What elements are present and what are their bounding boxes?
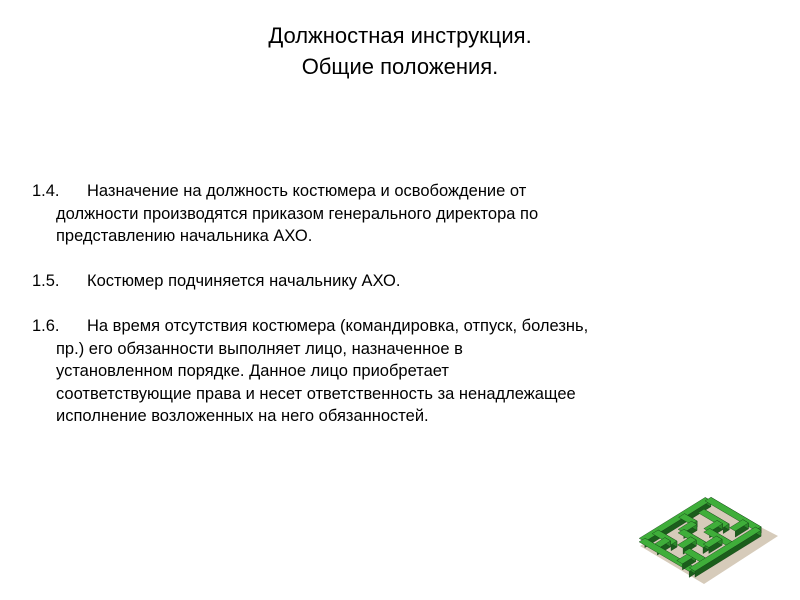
item-text-line: исполнение возложенных на него обязанностей.: [56, 407, 429, 425]
title-line-1: Должностная инструкция.: [268, 23, 532, 48]
item-text-line: пр.) его обязанности выполняет лицо, назначенное в: [56, 339, 463, 358]
item-text-line: соответствующие права и несет ответственность за ненадлежащее: [56, 384, 576, 403]
list-item: [32, 315, 732, 428]
list-item: [32, 270, 732, 293]
hedge-maze-icon: [630, 496, 782, 588]
item-number: 1.6.: [32, 317, 60, 335]
item-number: 1.4.: [32, 182, 60, 200]
item-text-line: Назначение на должность костюмера и освобождение от: [87, 182, 527, 200]
item-text-line: установленном порядке. Данное лицо приобретает: [56, 362, 449, 380]
item-text-line: Костюмер подчиняется начальнику АХО.: [87, 272, 401, 290]
item-text-line: представлению начальника АХО.: [56, 227, 313, 245]
slide-body: [32, 180, 732, 450]
item-number: 1.5.: [32, 272, 60, 290]
item-text-line: должности производятся приказом генерального директора по: [56, 204, 539, 223]
list-item: [32, 180, 732, 248]
title-line-2: Общие положения.: [301, 54, 499, 79]
slide-title: [0, 20, 800, 82]
item-text-line: На время отсутствия костюмера (командировка, отпуск, болезнь,: [87, 317, 589, 335]
